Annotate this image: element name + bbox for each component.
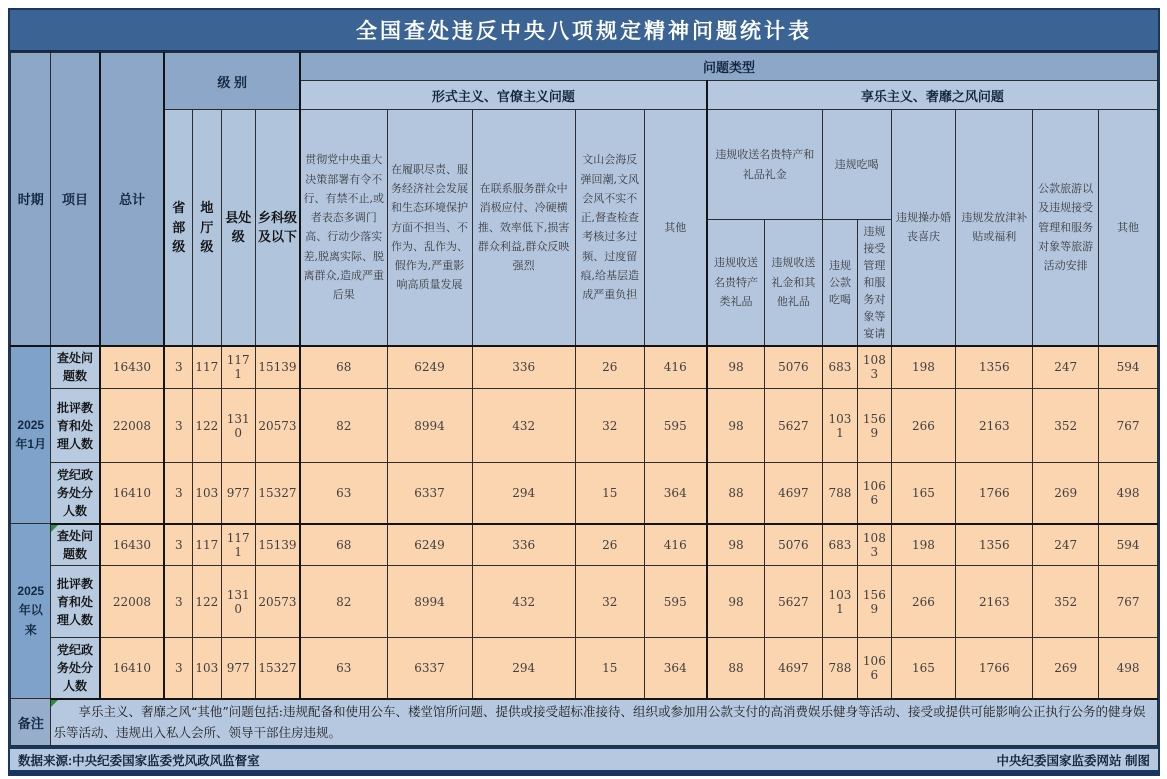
data-cell: 1171: [221, 346, 255, 389]
data-cell: 269: [1033, 638, 1099, 699]
data-cell: 3: [164, 346, 192, 389]
excel-flag-icon: [51, 525, 58, 532]
data-cell: 15327: [255, 638, 300, 699]
data-cell: 4697: [765, 638, 823, 699]
row-label: 党纪政务处分人数: [51, 463, 100, 524]
data-cell: 1031: [822, 566, 857, 638]
data-cell: 1031: [822, 389, 857, 463]
data-cell: 5627: [765, 566, 823, 638]
data-cell: 767: [1099, 389, 1158, 463]
data-cell: 3: [164, 524, 192, 566]
data-cell: 594: [1099, 346, 1158, 389]
row-label: 党纪政务处分人数: [51, 638, 100, 699]
period-cell: 2025年以来: [11, 524, 51, 699]
level-group-header: 级 别: [164, 53, 300, 110]
data-cell: 1356: [956, 346, 1033, 389]
remark-text: 享乐主义、奢靡之风“其他”问题包括:违规配备和使用公车、楼堂馆所问题、提供或接受超标准接待、组织或参加用公款支付的高消费娱乐健身等活动、接受或提供可能影响公正执行公务的健身娱乐等活动、违规出入私人会所、领导干部住房违规。: [53, 703, 1146, 741]
col-desc-serving-masses: 在联系服务群众中消极应付、冷硬横推、效率低下,损害群众利益,群众反映强烈: [472, 110, 575, 346]
data-cell: 8994: [387, 566, 472, 638]
col-desc-bureaucratic-paperwork: 文山会海反弹回潮,文风会风不实不正,督查检查考核过多过频、过度留痕,给基层造成严重负担: [575, 110, 644, 346]
data-cell: 1083: [858, 346, 891, 389]
footer-bar: [10, 746, 1158, 774]
col-desc-gift-specialty: 违规收送名贵特产类礼品: [707, 220, 765, 346]
data-cell: 2163: [956, 389, 1033, 463]
data-cell: 352: [1033, 389, 1099, 463]
remark-row: [11, 699, 1158, 746]
data-cell: 1066: [858, 638, 891, 699]
col-desc-gift-money: 违规收送礼金和其他礼品: [765, 220, 823, 346]
data-cell: 198: [891, 346, 956, 389]
table-row: [11, 389, 1158, 463]
period-header: 时期: [11, 53, 51, 346]
data-cell: 416: [644, 346, 707, 389]
data-cell: 352: [1033, 566, 1099, 638]
data-cell: 98: [707, 346, 765, 389]
data-cell: 416: [644, 524, 707, 566]
data-cell: 266: [891, 566, 956, 638]
data-cell: 15: [575, 638, 644, 699]
data-cell: 4697: [765, 463, 823, 524]
dining-group-header: 违规吃喝: [822, 110, 891, 220]
data-cell: 767: [1099, 566, 1158, 638]
data-cell: 247: [1033, 524, 1099, 566]
data-cell: 269: [1033, 463, 1099, 524]
data-cell: 364: [644, 638, 707, 699]
excel-flag-icon: [51, 700, 58, 707]
data-cell: 788: [822, 638, 857, 699]
data-cell: 683: [822, 524, 857, 566]
col-desc-hedonism-other: 其他: [1099, 110, 1158, 346]
col-desc-public-dining: 违规公款吃喝: [822, 220, 857, 346]
data-cell: 63: [300, 638, 387, 699]
data-cell: 594: [1099, 524, 1158, 566]
data-cell: 1310: [221, 389, 255, 463]
data-cell: 82: [300, 566, 387, 638]
data-cell: 6337: [387, 638, 472, 699]
col-desc-allowance: 违规发放津补贴或福利: [956, 110, 1033, 346]
data-cell: 336: [472, 524, 575, 566]
formalism-group-header: 形式主义、官僚主义问题: [300, 81, 707, 110]
data-cell: 432: [472, 389, 575, 463]
data-cell: 1083: [858, 524, 891, 566]
data-cell: 595: [644, 389, 707, 463]
table-row: [11, 638, 1158, 699]
table-row: [11, 463, 1158, 524]
data-cell: 1569: [858, 389, 891, 463]
data-cell: 6249: [387, 524, 472, 566]
data-cell: 2163: [956, 566, 1033, 638]
level-col-header-prefecture: 地厅级: [193, 110, 221, 346]
data-cell: 788: [822, 463, 857, 524]
data-cell: 3: [164, 638, 192, 699]
period-cell: 2025年1月: [11, 346, 51, 524]
data-cell: 6337: [387, 463, 472, 524]
data-cell: 88: [707, 463, 765, 524]
data-cell: 117: [193, 524, 221, 566]
data-cell: 32: [575, 389, 644, 463]
table-row: [11, 566, 1158, 638]
data-cell: 20573: [255, 389, 300, 463]
row-label: 查处问题数: [51, 524, 100, 566]
data-cell: 977: [221, 463, 255, 524]
data-cell: 498: [1099, 638, 1158, 699]
data-cell: 68: [300, 346, 387, 389]
gift-group-header: 违规收送名贵特产和礼品礼金: [707, 110, 822, 220]
level-col-header-township: 乡科级及以下: [255, 110, 300, 346]
total-header: 总计: [100, 53, 165, 346]
data-cell: 5627: [765, 389, 823, 463]
data-cell: 432: [472, 566, 575, 638]
data-cell: 103: [193, 463, 221, 524]
data-cell: 15: [575, 463, 644, 524]
data-cell: 103: [193, 638, 221, 699]
col-desc-banquet: 违规接受管理和服务对象等宴请: [858, 220, 891, 346]
data-cell: 32: [575, 566, 644, 638]
data-cell: 98: [707, 566, 765, 638]
row-label: 批评教育和处理人数: [51, 389, 100, 463]
data-cell: 122: [193, 566, 221, 638]
data-cell: 98: [707, 389, 765, 463]
level-col-header-province: 省部级: [164, 110, 192, 346]
footer-credit: 中央纪委国家监委网站 制图: [996, 753, 1150, 768]
data-cell: 1766: [956, 463, 1033, 524]
data-cell: 6249: [387, 346, 472, 389]
col-desc-duty-performance: 在履职尽责、服务经济社会发展和生态环境保护方面不担当、不作为、乱作为、假作为,严重影响高质量发展: [387, 110, 472, 346]
data-cell: 198: [891, 524, 956, 566]
data-cell: 1766: [956, 638, 1033, 699]
data-cell: 247: [1033, 346, 1099, 389]
footer-source: 数据来源:中央纪委国家监委党风政风监督室: [18, 753, 260, 768]
data-cell: 8994: [387, 389, 472, 463]
data-cell: 1171: [221, 524, 255, 566]
data-cell: 3: [164, 463, 192, 524]
table-row: [11, 524, 1158, 566]
row-label: 批评教育和处理人数: [51, 566, 100, 638]
data-cell: 15139: [255, 346, 300, 389]
data-cell: 364: [644, 463, 707, 524]
data-cell: 5076: [765, 346, 823, 389]
statistics-table: [10, 52, 1158, 746]
data-cell: 16430: [100, 346, 165, 389]
item-header: 项目: [51, 53, 100, 346]
data-cell: 26: [575, 524, 644, 566]
data-cell: 498: [1099, 463, 1158, 524]
data-cell: 3: [164, 389, 192, 463]
problem-type-header: 问题类型: [300, 53, 1158, 81]
data-cell: 15327: [255, 463, 300, 524]
data-cell: 82: [300, 389, 387, 463]
data-cell: 117: [193, 346, 221, 389]
statistics-sheet: [8, 8, 1160, 776]
data-cell: 16430: [100, 524, 165, 566]
data-cell: 3: [164, 566, 192, 638]
data-cell: 1569: [858, 566, 891, 638]
data-cell: 266: [891, 389, 956, 463]
data-cell: 5076: [765, 524, 823, 566]
row-label: 查处问题数: [51, 346, 100, 389]
data-cell: 26: [575, 346, 644, 389]
data-cell: 294: [472, 638, 575, 699]
col-desc-formalism-other: 其他: [644, 110, 707, 346]
data-cell: 165: [891, 638, 956, 699]
data-cell: 22008: [100, 389, 165, 463]
data-cell: 294: [472, 463, 575, 524]
level-col-header-county: 县处级: [221, 110, 255, 346]
data-cell: 1356: [956, 524, 1033, 566]
data-cell: 88: [707, 638, 765, 699]
data-cell: 16410: [100, 463, 165, 524]
col-desc-wedding-funeral: 违规操办婚丧喜庆: [891, 110, 956, 346]
data-cell: 683: [822, 346, 857, 389]
data-cell: 98: [707, 524, 765, 566]
data-cell: 16410: [100, 638, 165, 699]
data-cell: 20573: [255, 566, 300, 638]
data-cell: 336: [472, 346, 575, 389]
data-cell: 122: [193, 389, 221, 463]
remark-text-cell: [51, 699, 1158, 746]
table-row: [11, 346, 1158, 389]
hedonism-group-header: 享乐主义、奢靡之风问题: [707, 81, 1158, 110]
data-cell: 165: [891, 463, 956, 524]
data-cell: 63: [300, 463, 387, 524]
data-cell: 1310: [221, 566, 255, 638]
data-cell: 22008: [100, 566, 165, 638]
data-cell: 1066: [858, 463, 891, 524]
data-cell: 977: [221, 638, 255, 699]
data-cell: 68: [300, 524, 387, 566]
data-cell: 595: [644, 566, 707, 638]
page-title: 全国查处违反中央八项规定精神问题统计表: [10, 10, 1158, 52]
remark-label: 备注: [11, 699, 51, 746]
col-desc-public-travel: 公款旅游以及违规接受管理和服务对象等旅游活动安排: [1033, 110, 1099, 346]
data-cell: 15139: [255, 524, 300, 566]
col-desc-policy-implementation: 贯彻党中央重大决策部署有令不行、有禁不止,或者表态多调门高、行动少落实差,脱离实际、脱离群众,造成严重后果: [300, 110, 387, 346]
